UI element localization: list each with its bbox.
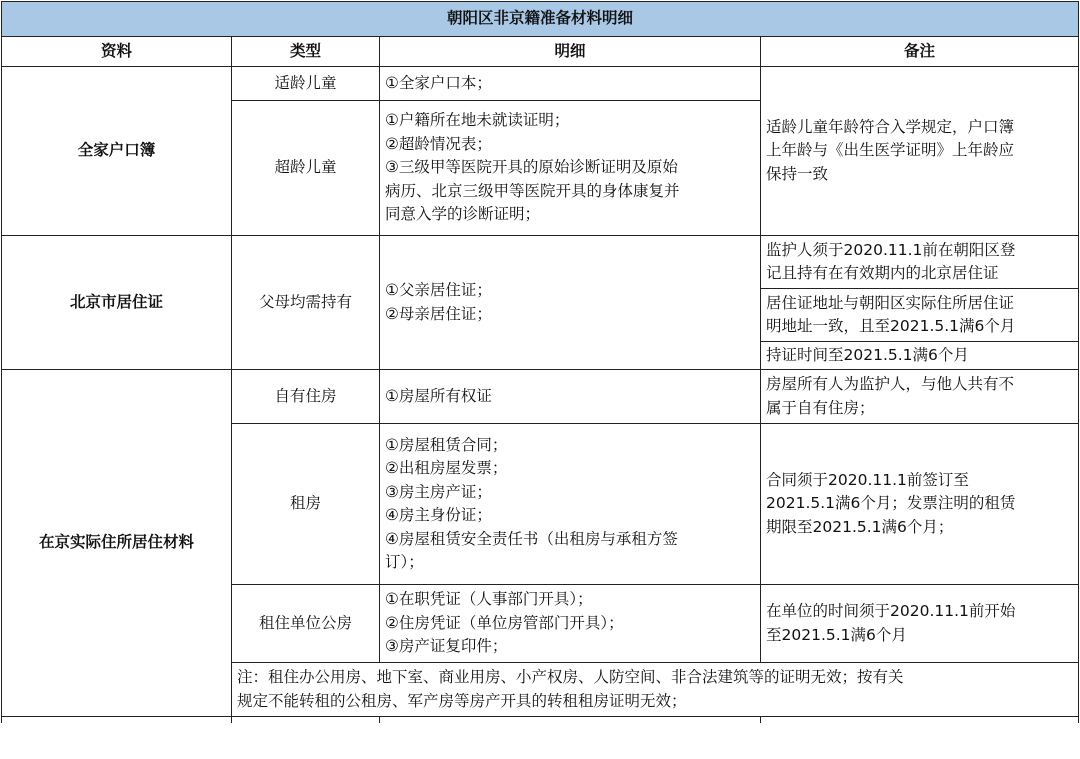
remark-line: 在单位的时间须于2020.11.1前开始 bbox=[766, 602, 1016, 620]
detail-residence bbox=[380, 236, 761, 370]
detail-line: ②母亲居住证； bbox=[385, 304, 492, 323]
remark-line: 适龄儿童年龄符合入学规定，户口簿 bbox=[766, 117, 1015, 136]
remark-line: 至2021.5.1满6个月 bbox=[766, 625, 907, 644]
remark-residence-register bbox=[761, 236, 1079, 289]
detail-line: ②出租房屋发票； bbox=[385, 459, 508, 477]
detail-line: ④房屋租赁安全责任书（出租房与承租方签 bbox=[385, 529, 678, 548]
type-child-over: 超龄儿童 bbox=[232, 101, 380, 236]
remark-line: 持证时间至2021.5.1满6个月 bbox=[766, 345, 969, 364]
detail-line: ③房产证复印件； bbox=[385, 637, 508, 656]
remark-rent bbox=[761, 424, 1079, 585]
detail-line: ③房主房产证； bbox=[385, 482, 492, 501]
remark-line: 保持一致 bbox=[766, 164, 829, 183]
detail-child-over bbox=[380, 101, 761, 236]
type-child-age: 适龄儿童 bbox=[232, 67, 380, 101]
detail-line: ①在职凭证（人事部门开具）； bbox=[385, 590, 593, 609]
remark-residence-duration bbox=[761, 342, 1079, 370]
note-line: 注：租住办公用房、地下室、商业用房、小产权房、人防空间、非合法建筑等的证明无效；按有关 bbox=[237, 668, 904, 686]
detail-line: 同意入学的诊断证明； bbox=[385, 205, 541, 224]
remark-unit-house bbox=[761, 585, 1079, 663]
detail-child-age bbox=[380, 67, 761, 101]
type-unit-house: 租住单位公房 bbox=[232, 585, 380, 663]
detail-line: ①房屋所有权证 bbox=[385, 386, 492, 405]
remark-line: 属于自有住房； bbox=[766, 398, 875, 417]
remark-line: 居住证地址与朝阳区实际住所居住证 bbox=[766, 293, 1015, 312]
category-housing: 在京实际住所居住材料 bbox=[2, 370, 232, 717]
category-residence: 北京市居住证 bbox=[2, 236, 232, 370]
remark-line: 房屋所有人为监护人，与他人共有不 bbox=[766, 375, 1015, 393]
remark-line: 明地址一致，且至2021.5.1满6个月 bbox=[766, 317, 1016, 335]
remark-line: 2021.5.1满6个月；发票注明的租赁 bbox=[766, 494, 1016, 513]
table-row bbox=[2, 236, 1079, 289]
empty-cell bbox=[380, 717, 761, 724]
detail-line: ①房屋租赁合同； bbox=[385, 435, 508, 454]
detail-rent bbox=[380, 424, 761, 585]
header-row bbox=[2, 37, 1079, 67]
detail-line: ①父亲居住证； bbox=[385, 281, 492, 299]
detail-line: 病历、北京三级甲等医院开具的身体康复并 bbox=[385, 181, 680, 200]
detail-line: ①全家户口本； bbox=[385, 73, 492, 92]
detail-own-house bbox=[380, 370, 761, 424]
header-remark: 备注 bbox=[761, 37, 1079, 67]
table-row bbox=[2, 370, 1079, 424]
remark-household bbox=[761, 67, 1079, 236]
detail-line: ②住房凭证（单位房管部门开具）； bbox=[385, 613, 624, 632]
housing-note bbox=[232, 663, 1079, 717]
type-residence: 父母均需持有 bbox=[232, 236, 380, 370]
remark-own-house bbox=[761, 370, 1079, 424]
category-household: 全家户口簿 bbox=[2, 67, 232, 236]
title-row bbox=[2, 2, 1079, 37]
type-rent: 租房 bbox=[232, 424, 380, 585]
detail-line: ④房主身份证； bbox=[385, 506, 492, 524]
empty-cell bbox=[2, 717, 232, 724]
remark-line: 监护人须于2020.11.1前在朝阳区登 bbox=[766, 240, 1016, 259]
materials-table bbox=[1, 1, 1079, 723]
detail-line: ③三级甲等医院开具的原始诊断证明及原始 bbox=[385, 158, 678, 177]
detail-line: ②超龄情况表； bbox=[385, 134, 492, 153]
detail-line: 订）； bbox=[385, 553, 424, 571]
remark-line: 期限至2021.5.1满6个月； bbox=[766, 517, 954, 536]
table-row bbox=[2, 67, 1079, 101]
detail-unit-house bbox=[380, 585, 761, 663]
remark-line: 记且持有在有效期内的北京居住证 bbox=[766, 264, 999, 282]
remark-line: 上年龄与《出生医学证明》上年龄应 bbox=[766, 141, 1015, 160]
empty-cell bbox=[232, 717, 380, 724]
header-detail: 明细 bbox=[380, 37, 761, 67]
note-line: 规定不能转租的公租房、军产房等房产开具的转租租房证明无效； bbox=[237, 691, 687, 710]
remark-residence-address bbox=[761, 289, 1079, 342]
table-title: 朝阳区非京籍准备材料明细 bbox=[2, 2, 1079, 37]
header-material: 资料 bbox=[2, 37, 232, 67]
table-row bbox=[2, 717, 1079, 724]
header-type: 类型 bbox=[232, 37, 380, 67]
empty-cell bbox=[761, 717, 1079, 724]
remark-line: 合同须于2020.11.1前签订至 bbox=[766, 470, 969, 489]
detail-line: ①户籍所在地未就读证明； bbox=[385, 111, 570, 130]
type-own-house: 自有住房 bbox=[232, 370, 380, 424]
